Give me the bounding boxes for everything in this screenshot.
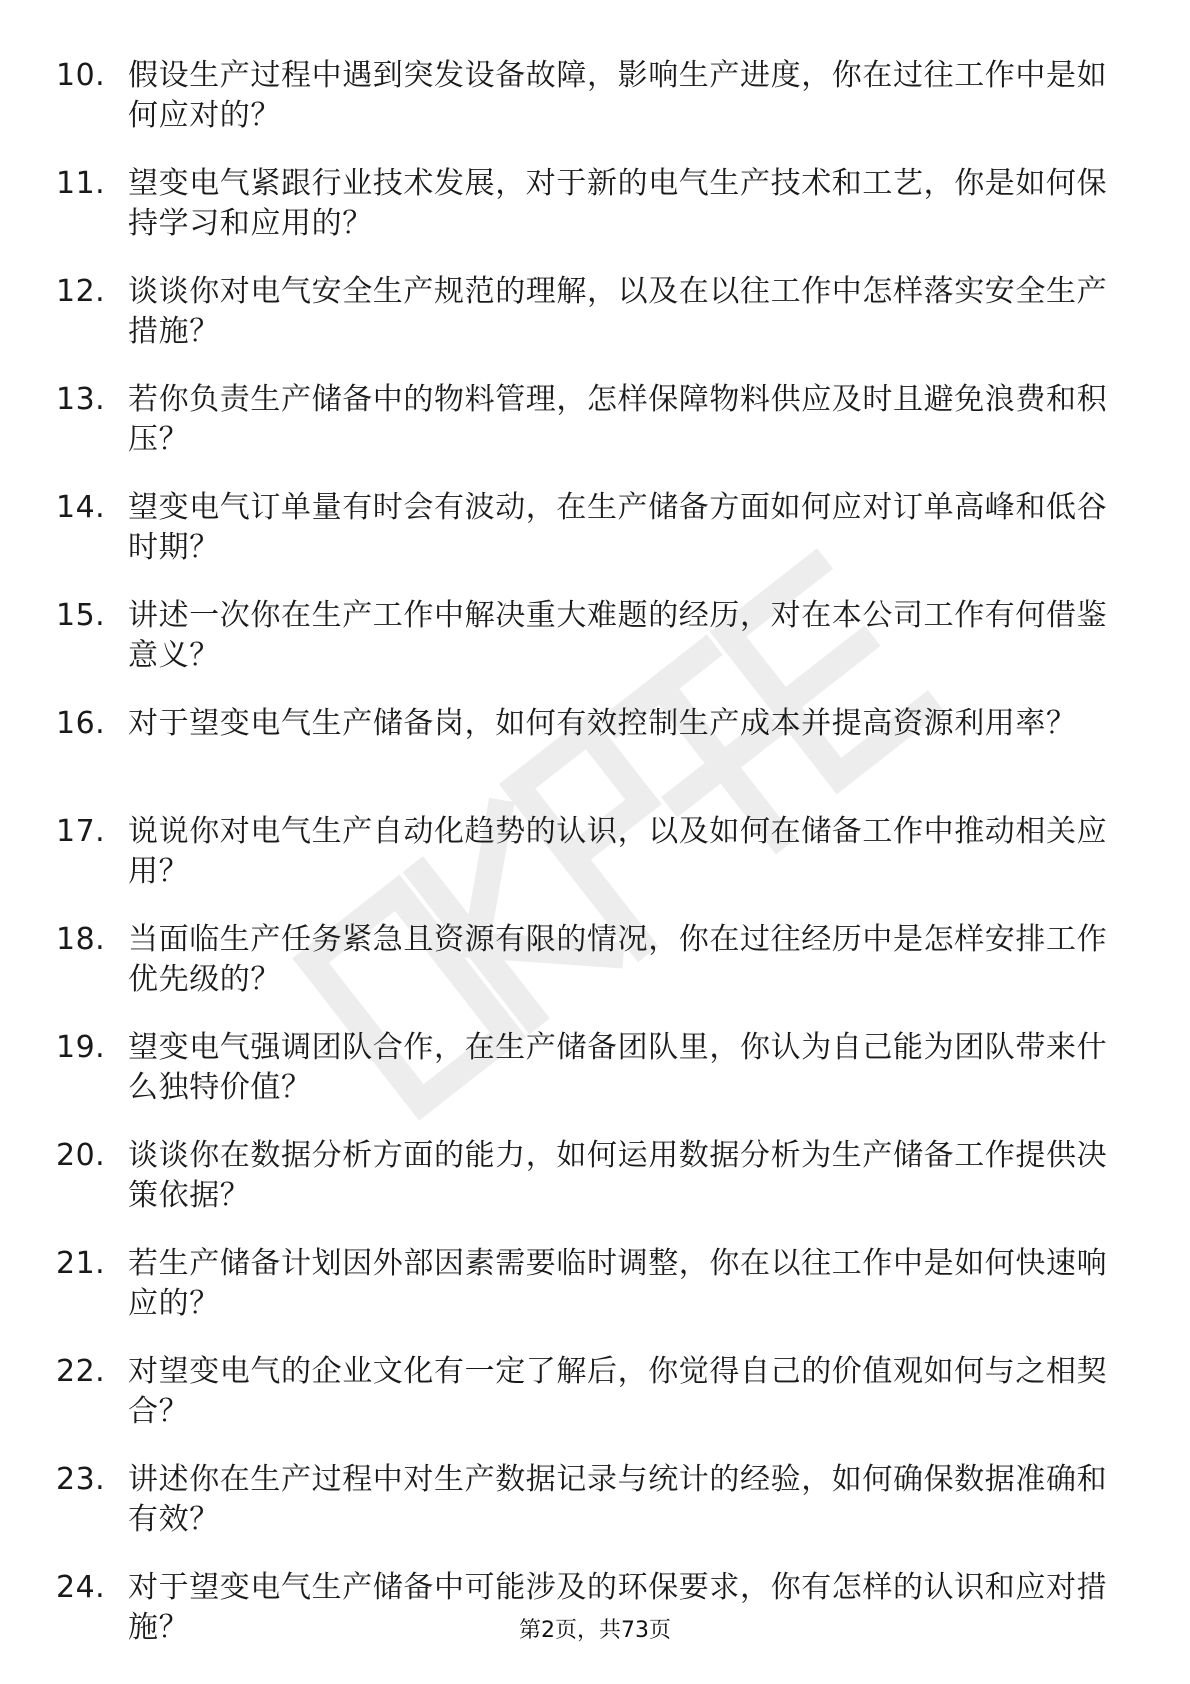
question-number: 16. <box>56 706 106 741</box>
question-text: 当面临生产任务紧急且资源有限的情况，你在过往经历中是怎样安排工作优先级的？ <box>128 922 1108 997</box>
question-text: 说说你对电气生产自动化趋势的认识，以及如何在储备工作中推动相关应用？ <box>128 814 1108 889</box>
question-number: 21. <box>56 1246 106 1281</box>
list-item <box>56 164 1116 272</box>
list-item <box>56 56 1116 164</box>
question-number: 24. <box>56 1570 106 1605</box>
question-number: 12. <box>56 274 106 309</box>
list-item <box>56 1244 1116 1352</box>
list-item <box>56 380 1116 488</box>
question-text: 假设生产过程中遇到突发设备故障，影响生产进度，你在过往工作中是如何应对的？ <box>128 58 1108 133</box>
question-text: 对望变电气的企业文化有一定了解后，你觉得自己的价值观如何与之相契合？ <box>128 1354 1108 1429</box>
question-number: 19. <box>56 1030 106 1065</box>
question-number: 11. <box>56 166 106 201</box>
question-text: 若生产储备计划因外部因素需要临时调整，你在以往工作中是如何快速响应的？ <box>128 1246 1108 1321</box>
question-number: 13. <box>56 382 106 417</box>
question-text: 望变电气紧跟行业技术发展，对于新的电气生产技术和工艺，你是如何保持学习和应用的？ <box>128 166 1108 241</box>
question-text: 望变电气强调团队合作，在生产储备团队里，你认为自己能为团队带来什么独特价值？ <box>128 1030 1108 1105</box>
list-item <box>56 812 1116 920</box>
list-item <box>56 596 1116 704</box>
question-number: 20. <box>56 1138 106 1173</box>
question-number: 23. <box>56 1462 106 1497</box>
question-text: 对于望变电气生产储备中可能涉及的环保要求，你有怎样的认识和应对措施？ <box>128 1570 1108 1645</box>
list-item <box>56 272 1116 380</box>
question-number: 18. <box>56 922 106 957</box>
list-item <box>56 1136 1116 1244</box>
question-text: 谈谈你对电气安全生产规范的理解，以及在以往工作中怎样落实安全生产措施？ <box>128 274 1108 349</box>
list-item <box>56 920 1116 1028</box>
question-number: 15. <box>56 598 106 633</box>
question-text: 讲述你在生产过程中对生产数据记录与统计的经验，如何确保数据准确和有效？ <box>128 1462 1108 1537</box>
question-text: 望变电气订单量有时会有波动，在生产储备方面如何应对订单高峰和低谷时期？ <box>128 490 1108 565</box>
question-text: 讲述一次你在生产工作中解决重大难题的经历，对在本公司工作有何借鉴意义？ <box>128 598 1108 673</box>
list-item <box>56 704 1116 812</box>
list-item <box>56 1028 1116 1136</box>
question-list <box>56 56 1116 1676</box>
question-number: 14. <box>56 490 106 525</box>
question-number: 10. <box>56 58 106 93</box>
list-item <box>56 1460 1116 1568</box>
question-text: 对于望变电气生产储备岗，如何有效控制生产成本并提高资源利用率？ <box>128 706 1077 741</box>
list-item <box>56 488 1116 596</box>
question-number: 22. <box>56 1354 106 1389</box>
page-footer: 第2页，共73页 <box>519 1618 671 1643</box>
question-number: 17. <box>56 814 106 849</box>
list-item <box>56 1352 1116 1460</box>
question-text: 若你负责生产储备中的物料管理，怎样保障物料供应及时且避免浪费和积压？ <box>128 382 1108 457</box>
question-text: 谈谈你在数据分析方面的能力，如何运用数据分析为生产储备工作提供决策依据？ <box>128 1138 1108 1213</box>
